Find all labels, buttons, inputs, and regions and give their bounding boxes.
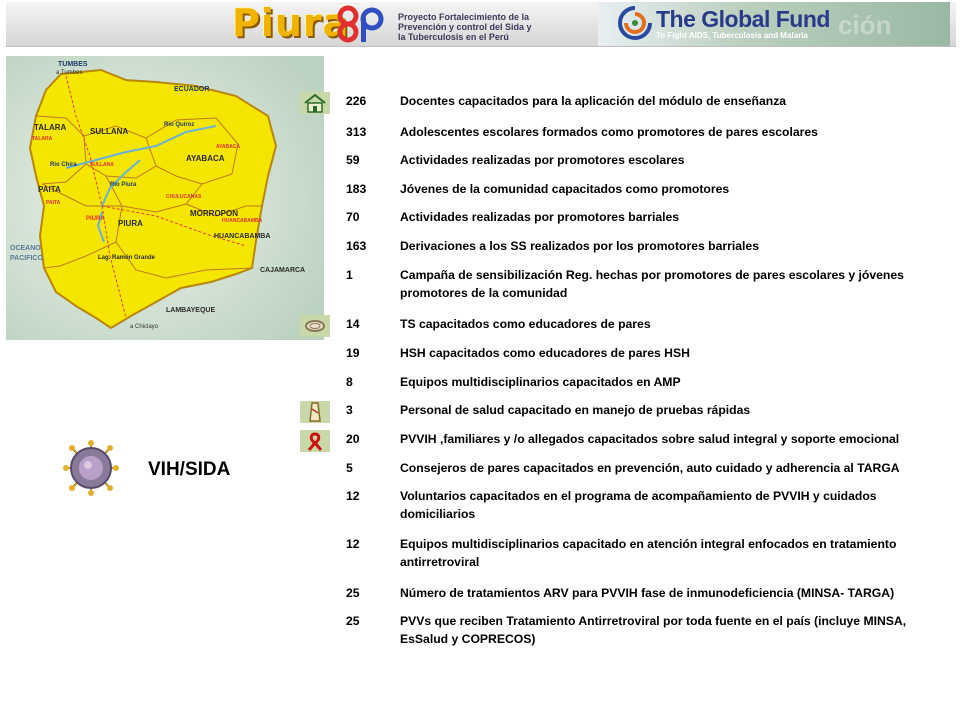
item-count: 59 bbox=[346, 153, 360, 167]
condom-icon bbox=[300, 315, 330, 337]
rapid-test-icon bbox=[300, 401, 330, 423]
item-count: 313 bbox=[346, 125, 367, 139]
item-count: 19 bbox=[346, 346, 360, 360]
item-text: Consejeros de pares capacitados en prevención, auto cuidado y adherencia al TARGA bbox=[400, 461, 900, 475]
project-line-1: Proyecto Fortalecimiento de la bbox=[398, 12, 530, 22]
map-label-huancabamba: HUANCABAMBA bbox=[214, 233, 271, 240]
map-label-piura: PIURA bbox=[118, 219, 143, 228]
item-count: 3 bbox=[346, 403, 353, 417]
map-label-lambayeque: LAMBAYEQUE bbox=[166, 307, 216, 314]
project-line-2: Prevención y control del Sida y bbox=[398, 22, 532, 32]
item-text: TS capacitados como educadores de pares bbox=[400, 317, 651, 331]
map-label-ayabaca-city: AYABACA bbox=[216, 144, 241, 150]
map-label-rio-piura: Rio Piura bbox=[110, 182, 137, 188]
item-count: 25 bbox=[346, 614, 360, 628]
map-label-paita: PAITA bbox=[38, 185, 61, 194]
item-text: Número de tratamientos ARV para PVVIH fase de inmunodeficiencia (MINSA- TARGA) bbox=[400, 586, 895, 600]
item-text: Equipos multidisciplinarios capacitados en AMP bbox=[400, 375, 681, 389]
map-label-talara: TALARA bbox=[34, 123, 67, 132]
map-label-ecuador: ECUADOR bbox=[174, 86, 210, 93]
item-text: HSH capacitados como educadores de pares HSH bbox=[400, 346, 690, 360]
map-label-cajamarca: CAJAMARCA bbox=[260, 267, 306, 274]
item-count: 70 bbox=[346, 210, 360, 224]
item-text: Adolescentes escolares formados como promotores de pares escolares bbox=[400, 125, 818, 139]
map-label-a-tumbes: a Tumbes bbox=[56, 70, 83, 76]
item-text: PVVIH ,familiares y /o allegados capacitados sobre salud integral y soporte emocional bbox=[400, 432, 900, 446]
global-fund-subtitle: To Fight AIDS, Tuberculosis and Malaria bbox=[656, 31, 808, 40]
item-text: Jóvenes de la comunidad capacitados como promotores bbox=[400, 182, 730, 196]
banner-ghost-text: ción bbox=[838, 10, 892, 40]
global-fund-title: The Global Fund bbox=[656, 6, 830, 32]
item-count: 163 bbox=[346, 239, 367, 253]
map-label-rio-quiroz: Rio Quiroz bbox=[164, 122, 195, 128]
item-count: 12 bbox=[346, 489, 360, 503]
item-count: 5 bbox=[346, 461, 353, 475]
map-label-morropon: MORROPON bbox=[190, 209, 238, 218]
region-title: Piura bbox=[232, 1, 350, 45]
project-line-3: la Tuberculosis en el Perú bbox=[398, 32, 509, 42]
map-label-rio-chira: Rio Chira bbox=[50, 162, 77, 168]
item-text: Voluntarios capacitados en el programa de acompañamiento de PVVIH y cuidados domiciliarios bbox=[400, 489, 877, 521]
project-name bbox=[398, 12, 598, 42]
item-count: 1 bbox=[346, 268, 353, 282]
item-text: Campaña de sensibilización Reg. hechas por promotores de pares escolares y jóvenes promotores de la comunidad bbox=[400, 268, 904, 300]
item-count: 8 bbox=[346, 375, 353, 389]
map-label-talara-city: TALARA bbox=[32, 136, 53, 142]
item-text: Actividades realizadas por promotores barriales bbox=[400, 210, 680, 224]
map-label-sullana-city: SULLANA bbox=[90, 162, 114, 168]
item-count: 12 bbox=[346, 537, 360, 551]
item-count: 226 bbox=[346, 94, 367, 108]
section-label: VIH/SIDA bbox=[148, 459, 231, 480]
item-text: Derivaciones a los SS realizados por los promotores barriales bbox=[400, 239, 759, 253]
item-count: 183 bbox=[346, 182, 367, 196]
map-label-tumbes: TUMBES bbox=[58, 61, 88, 68]
map-label-a-chiclayo: a Chiclayo bbox=[130, 324, 159, 330]
map-label-sullana: SULLANA bbox=[90, 127, 129, 136]
map-label-paita-city: PAITA bbox=[46, 200, 61, 206]
red-ribbon-icon bbox=[300, 430, 330, 452]
map-label-oceano: OCEANO bbox=[10, 245, 41, 252]
item-text: PVVs que reciben Tratamiento Antirretroviral por toda fuente en el país (incluye MINSA, EsSalud y COPRECOS) bbox=[400, 614, 907, 646]
project-logo bbox=[336, 4, 390, 44]
item-text: Personal de salud capacitado en manejo de pruebas rápidas bbox=[400, 403, 751, 417]
house-icon bbox=[300, 92, 330, 114]
item-text: Equipos multidisciplinarios capacitado en atención integral enfocados en tratamiento antirretroviral bbox=[400, 537, 897, 569]
item-text: Docentes capacitados para la aplicación del módulo de enseñanza bbox=[400, 94, 787, 108]
item-count: 20 bbox=[346, 432, 360, 446]
item-count: 25 bbox=[346, 586, 360, 600]
map-label-piura-city: PIURA bbox=[86, 216, 105, 222]
item-text: Actividades realizadas por promotores escolares bbox=[400, 153, 685, 167]
piura-map bbox=[6, 56, 324, 340]
map-label-laguna: Lag. Ramón Grande bbox=[98, 255, 156, 261]
map-label-chulucanas: CHULUCANAS bbox=[166, 194, 202, 200]
map-label-pacifico: PACIFICO bbox=[10, 255, 43, 262]
map-label-huancabamba-city: HUANCABAMBA bbox=[222, 218, 263, 224]
item-count: 14 bbox=[346, 317, 360, 331]
global-fund-logo-icon bbox=[618, 6, 652, 40]
hiv-virus-icon bbox=[58, 440, 124, 496]
map-label-ayabaca: AYABACA bbox=[186, 154, 225, 163]
